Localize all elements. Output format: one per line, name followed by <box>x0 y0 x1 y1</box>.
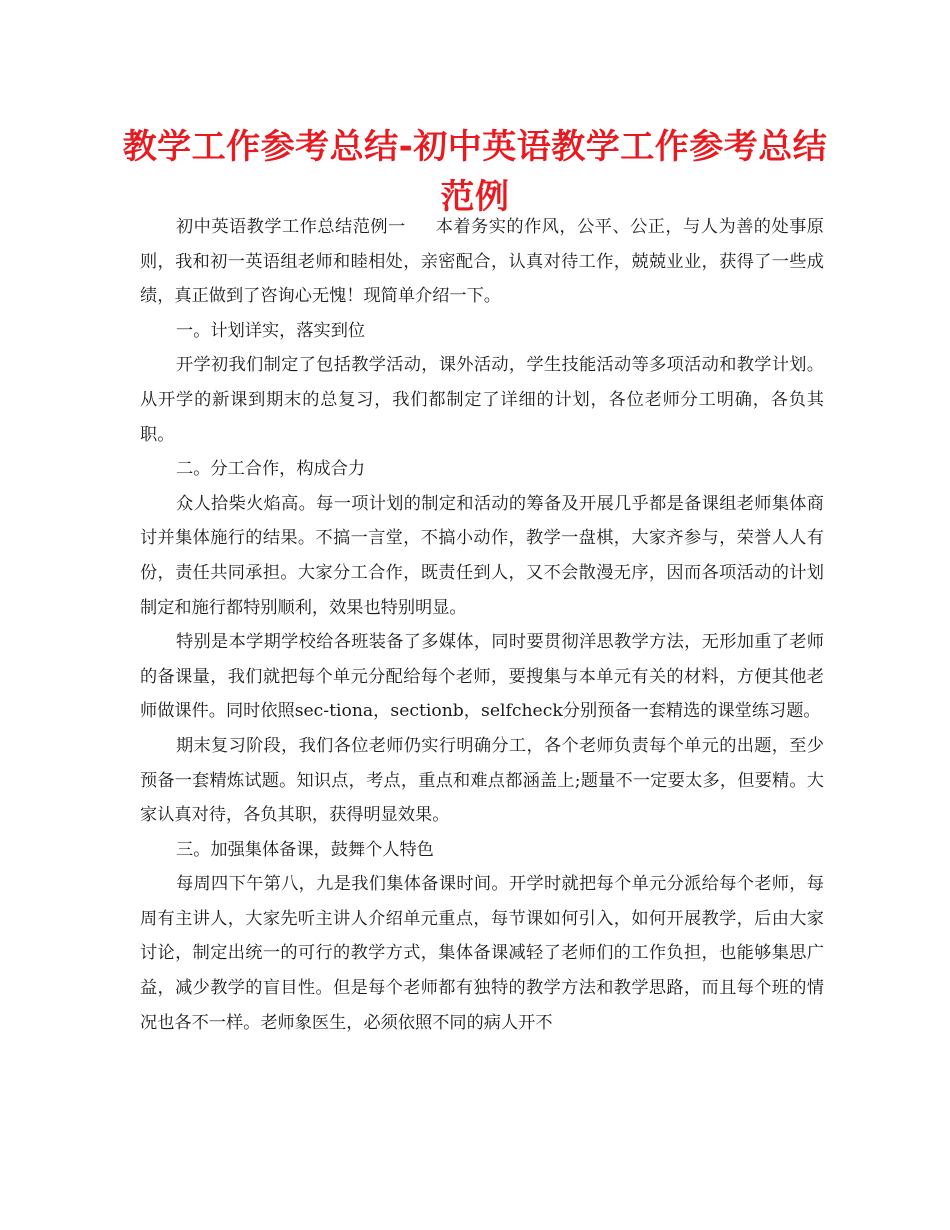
paragraph-plan: 开学初我们制定了包括教学活动，课外活动，学生技能活动等多项活动和教学计划。从开学的新课到期末的总复习，我们都制定了详细的计划，各位老师分工明确，各负其职。 <box>140 355 824 445</box>
document-body <box>140 210 824 1040</box>
paragraph-cooperation: 众人拾柴火焰高。每一项计划的制定和活动的筹备及开展几乎都是备课组老师集体商讨并集体施行的结果。不搞一言堂，不搞小动作，教学一盘棋，大家齐参与，荣誉人人有份，责任共同承担。大家分工合作，既责任到人，又不会散漫无序，因而各项活动的计划制定和施行都特别顺利，效果也特别明显。 <box>140 493 824 618</box>
paragraph-review: 期末复习阶段，我们各位老师仍实行明确分工，各个老师负责每个单元的出题，至少预备一套精炼试题。知识点，考点，重点和难点都涵盖上;题量不一定要太多，但要精。大家认真对待，各负其职，获得明显效果。 <box>140 735 824 826</box>
section-heading-3: 三。加强集体备课，鼓舞个人特色 <box>176 839 434 860</box>
paragraph-intro-text: 本着务实的作风，公平、公正，与人为善的处事原则，我和初一英语组老师和睦相处，亲密配合，认真对待工作，兢兢业业，获得了一些成绩，真正做到了咨询心无愧！现简单介绍一下。 <box>140 217 824 307</box>
paragraph-multimedia: 特别是本学期学校给各班装备了多媒体，同时要贯彻洋思教学方法，无形加重了老师的备课量，我们就把每个单元分配给每个老师，要搜集与本单元有关的材料，方便其他老师做课件。同时依照sec-tiona，sectionb，selfcheck分别预备一套精选的课堂练习题。 <box>140 632 824 722</box>
paragraph-lesson-prep: 每周四下午第八，九是我们集体备课时间。开学时就把每个单元分派给每个老师，每周有主讲人，大家先听主讲人介绍单元重点，每节课如何引入，如何开展教学，后由大家讨论，制定出统一的可行的教学方式，集体备课减轻了老师们的工作负担，也能够集思广益，减少教学的盲目性。但是每个老师都有独特的教学方法和教学思路，而且每个班的情况也各不一样。老师象医生，必须依照不同的病人开不 <box>140 874 824 1033</box>
document-title: 教学工作参考总结-初中英语教学工作参考总结范例 <box>122 127 828 217</box>
section-heading-1: 一。计划详实，落实到位 <box>176 320 366 341</box>
paragraph-intro <box>140 210 824 314</box>
section-heading-2: 二。分工合作，构成合力 <box>176 459 366 480</box>
paragraph-intro-lead: 初中英语教学工作总结范例一 <box>176 217 406 237</box>
